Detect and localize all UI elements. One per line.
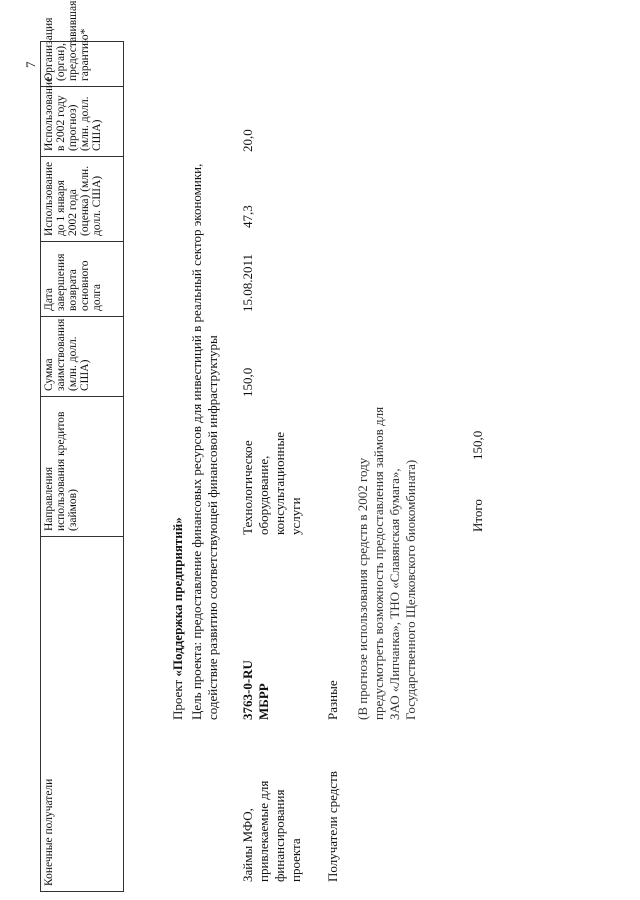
recipients-note: (В прогнозе использования средств в 2002 году предусмотреть возможность предоставления займов для ЗАО «Липчанка», ТНО «Славянская бумага», Государственного Щелковского биокомбината) [355,406,418,720]
loan-lender: МБРР [256,683,271,720]
col-header-repayment-date: Дата завершения возврата основного долга [41,242,124,317]
recipients-label: Получатели средств [325,771,340,882]
col-header-forecast: Использование в 2002 году (прогноз) (млн. долл. США) [41,87,124,157]
recipients-value: Разные [325,680,340,720]
total-amount: 150,0 [470,430,485,460]
col-header-guarantor: Организация (орган), предоставившая гарантию* [41,42,124,87]
col-header-used-before: Использование до 1 января 2002 года (оценка) (млн. долл. США) [41,157,124,242]
total-label: Итого [470,499,485,532]
loans-label: Займы МФО, привлекаемые для финансирования проекта [240,780,303,882]
project-title: Проект «Поддержка предприятий» [170,517,185,720]
project-goal-line-2: содействие развитию соответствующей финансовой инфраструктуры [205,335,220,720]
col-header-directions: Направления использования кредитов (займов) [41,397,124,537]
loan-forecast: 20,0 [240,129,255,152]
loan-code: 3763-0-RU [240,660,255,720]
col-header-amount: Сумма заимствования (млн. долл. США) [41,317,124,397]
loan-used-before: 47,3 [240,205,255,228]
header-table [40,0,124,892]
loan-amount: 150,0 [240,367,255,397]
col-header-recipients: Конечные получатели [41,537,124,892]
project-goal-line-1: Цель проекта: предоставление финансовых ресурсов для инвестиций в реальный сектор экономики, [189,163,204,720]
loan-direction: Технологическое оборудование, консультационные услуги [240,431,303,535]
page-number: 7 [23,61,38,68]
loan-repayment-date: 15.08.2011 [240,253,255,312]
